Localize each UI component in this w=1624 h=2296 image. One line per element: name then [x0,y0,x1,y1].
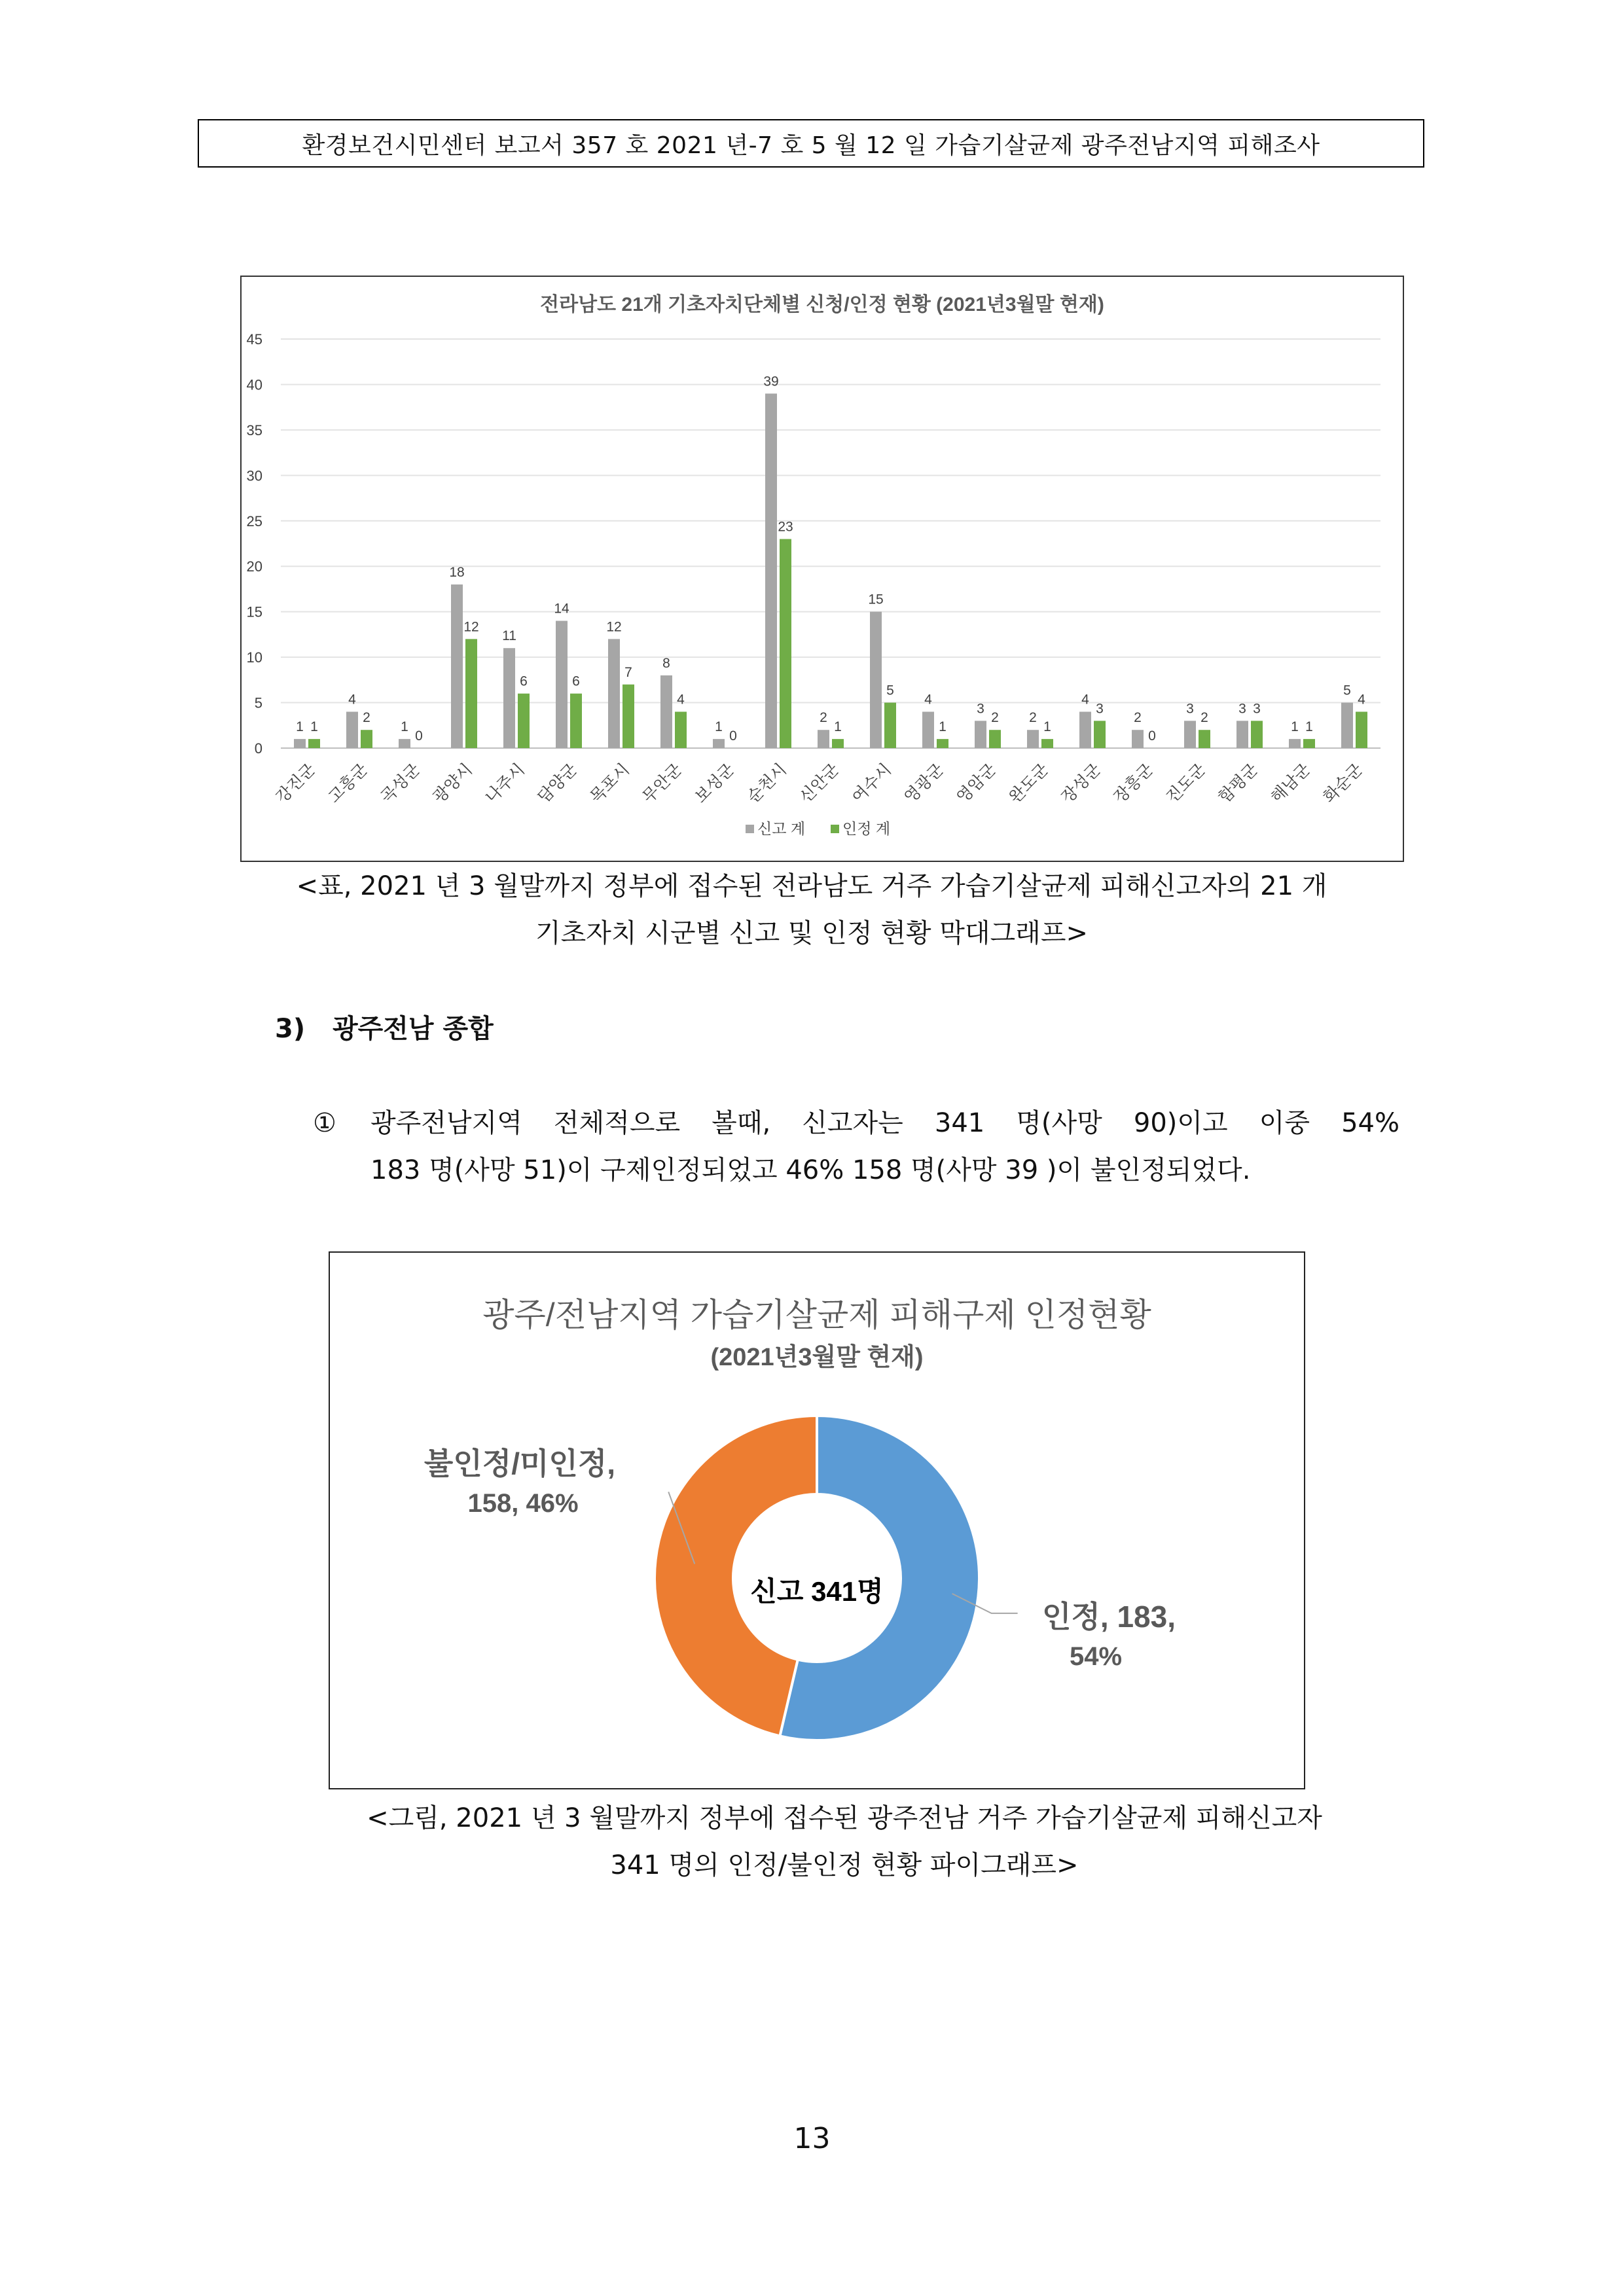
bar-recognized [937,739,948,748]
bar-reported [870,612,882,748]
bar-chart [240,276,1404,862]
bar-value-label: 0 [415,728,423,744]
bar-value-label: 1 [310,719,318,735]
section-title: 광주전남 종합 [333,1014,494,1044]
x-tick-label: 진도군 [1163,760,1210,807]
x-tick-label: 영광군 [901,760,948,807]
x-tick-label: 강진군 [272,760,319,807]
bar-value-label: 2 [991,710,999,726]
pie-chart-caption [288,1795,1401,1889]
legend-swatch-recognized [831,825,839,833]
bar-recognized [465,639,477,748]
bar-recognized [308,739,320,748]
bar-recognized [518,694,530,748]
x-tick-label: 완도군 [1005,760,1053,807]
x-tick-label: 나주시 [482,760,529,807]
y-tick-label: 35 [246,422,262,439]
bar-value-label: 1 [401,719,408,735]
bar-value-label: 15 [868,592,884,607]
bar-value-label: 2 [1200,710,1208,726]
bar-reported [1236,721,1248,748]
y-tick-label: 25 [246,512,262,529]
paragraph-line1: 광주전남지역 전체적으로 볼때, 신고자는 341 명(사망 90)이고 이중 54% [370,1108,1399,1138]
x-tick-label: 담양군 [534,760,581,807]
bar-value-label: 6 [520,673,528,689]
bar-value-label: 4 [924,692,932,708]
x-tick-label: 화순군 [1320,760,1367,807]
bar-reported [608,639,620,748]
x-tick-label: 곡성군 [377,760,424,807]
bar-value-label: 5 [1343,683,1351,698]
bar-recognized [570,694,582,748]
pie-center-label: 신고 341명 [750,1576,884,1607]
y-tick-label: 45 [246,331,262,348]
bar-value-label: 5 [886,683,894,698]
bar-reported [1289,739,1301,748]
y-tick-label: 20 [246,558,262,575]
bar-value-label: 39 [763,374,779,389]
x-tick-label: 여수시 [848,760,895,807]
bar-value-label: 1 [296,719,304,735]
bar-value-label: 18 [449,565,465,580]
bar-value-label: 14 [554,601,569,617]
x-tick-label: 장흥군 [1110,760,1157,807]
report-header [198,119,1424,168]
section-number: 3) [275,1014,306,1044]
bar-value-label: 2 [820,710,827,726]
bar-recognized [675,711,687,748]
bar-reported [1132,730,1144,748]
page-number: 13 [793,2122,831,2155]
bar-value-label: 11 [502,628,516,644]
y-tick-label: 10 [246,649,262,666]
bar-recognized [780,539,791,748]
x-tick-label: 목포시 [586,760,634,807]
bar-value-label: 0 [729,728,737,744]
bar-recognized [884,703,896,748]
bar-recognized [989,730,1001,748]
bar-reported [765,393,777,748]
bar-reported [1341,703,1353,748]
bar-value-label: 0 [1148,728,1156,744]
x-tick-label: 광양시 [429,760,477,807]
bar-reported [451,584,463,748]
legend-label-recognized: 인정 계 [842,820,891,837]
x-tick-label: 해남군 [1267,760,1314,807]
bar-chart-canvas [242,277,1403,861]
pie-chart-caption-line1: <그림, 2021 년 3 월말까지 정부에 접수된 광주전남 거주 가습기살균제 피해신고자 [367,1803,1322,1833]
bar-value-label: 3 [1253,701,1261,717]
bar-value-label: 23 [778,519,793,535]
bar-value-label: 12 [606,619,622,635]
bar-reported [975,721,986,748]
bar-value-label: 2 [1029,710,1037,726]
list-marker: ① [313,1108,336,1138]
bar-value-label: 1 [939,719,947,735]
bar-reported [713,739,725,748]
x-tick-label: 함평군 [1215,760,1262,807]
bar-reported [1079,711,1091,748]
x-tick-label: 신안군 [796,760,843,807]
bar-reported [294,739,306,748]
bar-value-label: 4 [1358,692,1365,708]
bar-chart-caption [196,863,1427,957]
bar-recognized [1251,721,1263,748]
x-tick-label: 고흥군 [325,760,372,807]
bar-value-label: 12 [463,619,479,635]
pie-label-recognized-percent: 54% [1069,1642,1123,1671]
bar-reported [660,675,672,748]
bar-value-label: 1 [1305,719,1313,735]
bar-recognized [1199,730,1210,748]
bar-value-label: 3 [1238,701,1246,717]
bar-value-label: 1 [1291,719,1299,735]
bar-reported [556,621,568,748]
legend-swatch-reported [746,825,754,833]
pie-chart [329,1251,1305,1789]
pie-label-unrecognized: 불인정/미인정, [424,1446,616,1480]
pie-chart-subtitle: (2021년3월말 현재) [710,1344,924,1371]
section-heading [275,1008,494,1045]
bar-reported [818,730,829,748]
bar-value-label: 6 [572,673,580,689]
bar-recognized [1356,711,1367,748]
bar-value-label: 1 [715,719,723,735]
pie-label-recognized: 인정, 183, [1042,1600,1176,1634]
x-tick-label: 장성군 [1058,760,1105,807]
paragraph-line2: 183 명(사망 51)이 구제인정되었고 46% 158 명(사망 39 )이 불인정되었다. [370,1155,1251,1185]
bar-reported [922,711,934,748]
bar-value-label: 7 [624,664,632,680]
bar-chart-caption-line1: <표, 2021 년 3 월말까지 정부에 접수된 전라남도 거주 가습기살균제 피해신고자의 21 개 [296,871,1327,901]
bar-value-label: 2 [1134,710,1142,726]
y-tick-label: 5 [254,694,262,711]
pie-chart-canvas [330,1253,1304,1788]
legend-label-reported: 신고 계 [757,820,806,837]
x-tick-label: 순천시 [744,760,791,807]
report-header-title: 환경보건시민센터 보고서 357 호 2021 년-7 호 5 월 12 일 가습기살균제 광주전남지역 피해조사 [302,132,1320,159]
bar-value-label: 3 [1186,701,1194,717]
pie-label-unrecognized-value: 158, 46% [467,1489,579,1518]
bar-value-label: 2 [363,710,370,726]
bar-value-label: 4 [677,692,685,708]
bar-value-label: 3 [977,701,984,717]
bar-value-label: 1 [834,719,842,735]
bar-recognized [1094,721,1106,748]
bar-reported [1184,721,1196,748]
bar-value-label: 8 [662,655,670,671]
bar-recognized [623,685,634,748]
y-tick-label: 0 [254,740,262,757]
bar-value-label: 4 [348,692,356,708]
bar-reported [399,739,410,748]
bar-recognized [832,739,844,748]
x-tick-label: 보성군 [691,760,738,807]
bar-recognized [1303,739,1315,748]
pie-chart-caption-line2: 341 명의 인정/불인정 현황 파이그래프> [610,1850,1079,1880]
bar-recognized [361,730,372,748]
bar-value-label: 3 [1096,701,1104,717]
bar-value-label: 4 [1081,692,1089,708]
bar-reported [346,711,358,748]
x-tick-label: 영암군 [953,760,1000,807]
bar-reported [503,648,515,748]
y-tick-label: 30 [246,467,262,484]
bar-chart-title: 전라남도 21개 기초자치단체별 신청/인정 현황 (2021년3월말 현재) [540,294,1104,315]
x-tick-label: 무안군 [639,760,686,807]
bar-value-label: 1 [1043,719,1051,735]
y-tick-label: 40 [246,376,262,393]
bar-chart-caption-line2: 기초자치 시군별 신고 및 인정 현황 막대그래프> [535,918,1088,948]
y-tick-label: 15 [246,603,262,620]
bar-reported [1027,730,1039,748]
pie-chart-title: 광주/전남지역 가습기살균제 피해구제 인정현황 [482,1297,1151,1333]
bar-recognized [1041,739,1053,748]
